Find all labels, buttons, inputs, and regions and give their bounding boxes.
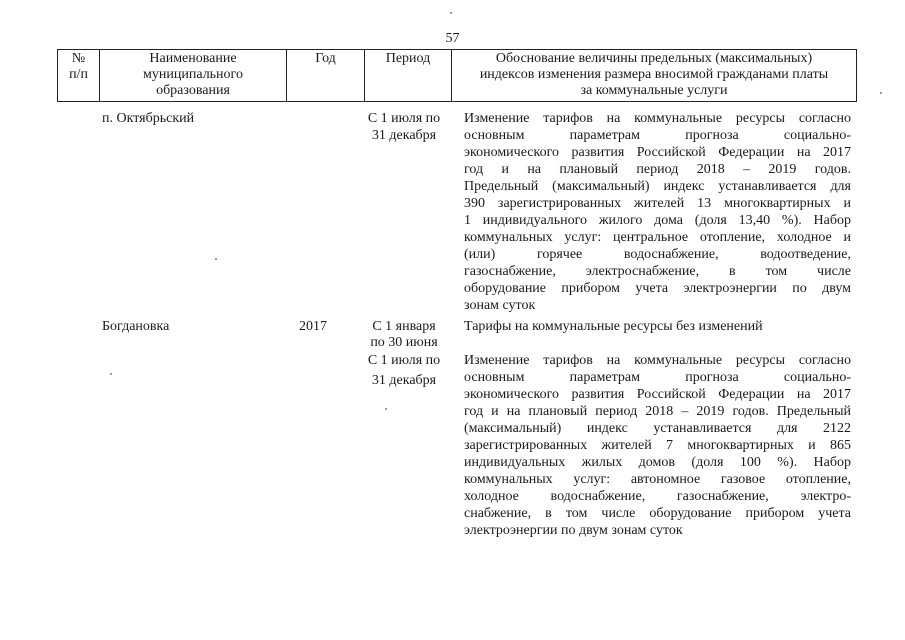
header-number-line: п/п: [69, 67, 88, 82]
justification-line: основным параметрам прогноза социально-: [464, 370, 851, 385]
justification-line: зонам суток: [464, 298, 536, 313]
header-justification-line: за коммунальные услуги: [580, 83, 728, 98]
header-justification-line: Обоснование величины предельных (максимальных): [495, 51, 813, 66]
table-header: [57, 49, 857, 102]
justification-line: год и на плановый период 2018 – 2019 годов. Предельный: [464, 404, 851, 419]
justification-line: зарегистрированных жителей 7 многоквартирных и 865: [464, 438, 851, 453]
justification-line: газоснабжение, электроснабжение, в том числе: [464, 264, 851, 279]
period-line: С 1 июля по: [367, 111, 441, 126]
justification-line: основным параметрам прогноза социально-: [464, 128, 851, 143]
period-cell: [357, 318, 451, 350]
scan-speck: [110, 373, 112, 375]
scan-speck: [215, 258, 217, 260]
justification-line: снабжение, в том числе оборудование прибором учета: [464, 506, 851, 521]
header-municipality-line: образования: [156, 83, 230, 98]
period-line: 31 декабря: [371, 373, 437, 388]
justification-line: коммунальных услуг: центральное отопление, холодное и: [464, 230, 851, 245]
header-year-line: Год: [315, 51, 336, 66]
period-line: С 1 июля по: [367, 353, 441, 368]
justification-line: электроэнергии по двум зонам суток: [464, 523, 683, 538]
scan-speck: [450, 12, 452, 14]
header-year: [287, 50, 365, 102]
justification-line: (максимальный) индекс устанавливается для 2122: [464, 421, 851, 436]
justification-line: Изменение тарифов на коммунальные ресурсы согласно: [464, 353, 851, 368]
justification-line: 1 индивидуального жилого дома (доля 13,40 %). Набор: [464, 213, 851, 228]
period-line: по 30 июня: [370, 335, 438, 350]
justification-line: холодное водоснабжение, газоснабжение, электро-: [464, 489, 851, 504]
justification-line: 390 зарегистрированных жителей 13 многоквартирных и: [464, 196, 851, 211]
justification-line: индивидуальных жилых домов (доля 100 %). Набор: [464, 455, 851, 470]
justification-line: экономического развития Российской Федерации на 2017: [464, 145, 851, 160]
justification-line: год и на плановый период 2018 – 2019 годов.: [464, 162, 851, 177]
justification-line: коммунальных услуг: автономное газовое отопление,: [464, 472, 851, 487]
justification-line: Изменение тарифов на коммунальные ресурсы согласно: [464, 111, 851, 126]
header-period-line: Период: [385, 51, 431, 66]
header-justification: [452, 50, 857, 102]
header-municipality-line: муниципального: [143, 67, 243, 82]
period-line: 31 декабря: [371, 128, 437, 143]
justification-line: оборудование прибором учета электроэнергии по двум: [464, 281, 851, 296]
scan-speck: [385, 408, 387, 410]
period-cell: [357, 110, 451, 144]
justification-line: Предельный (максимальный) индекс устанавливается для: [464, 179, 851, 194]
justification-line: (или) горячее водоснабжение, водоотведение,: [464, 247, 851, 262]
page-number: 57: [445, 31, 460, 46]
justification-cell: [464, 110, 851, 314]
period-line: С 1 января: [372, 319, 436, 334]
period-cell: [357, 352, 451, 389]
justification-line: экономического развития Российской Федерации на 2017: [464, 387, 851, 402]
municipality-cell: Богдановка: [102, 319, 170, 334]
year-cell: 2017: [299, 319, 327, 334]
header-municipality: [100, 50, 287, 102]
justification-cell: [464, 318, 851, 335]
header-justification-line: индексов изменения размера вносимой гражданами платы: [479, 67, 829, 82]
header-number-line: №: [71, 51, 86, 66]
justification-line: Тарифы на коммунальные ресурсы без изменений: [464, 319, 763, 334]
municipality-cell: п. Октябрьский: [102, 111, 195, 126]
scan-speck: [880, 92, 882, 94]
header-number: [58, 50, 100, 102]
justification-cell: [464, 352, 851, 539]
header-period: [365, 50, 452, 102]
header-municipality-line: Наименование: [149, 51, 237, 66]
